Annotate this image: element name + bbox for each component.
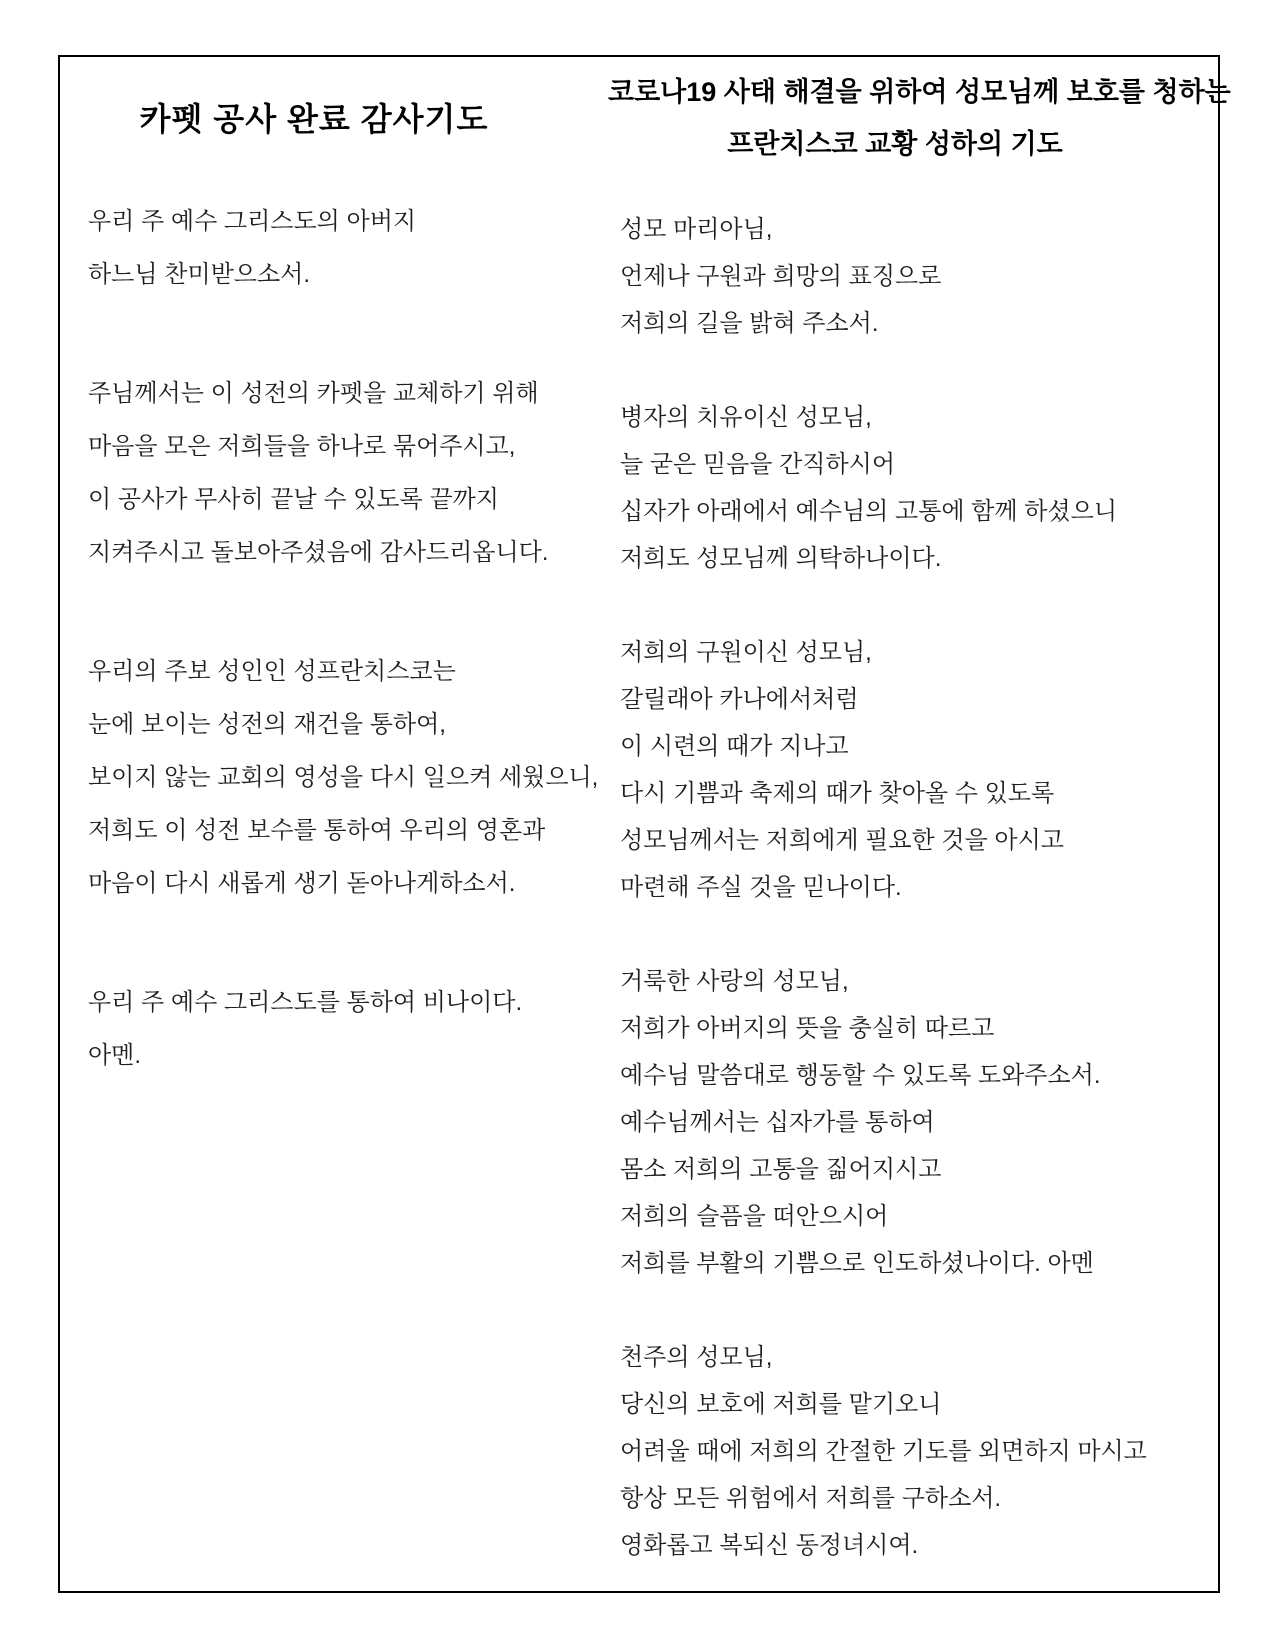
prayer-stanza <box>620 629 1182 911</box>
prayer-line: 십자가 아래에서 예수님의 고통에 함께 하셨으니 <box>620 498 1118 525</box>
right-prayer-column <box>608 66 1231 1569</box>
prayer-line: 마음이 다시 새롭게 생기 돋아나게하소서. <box>88 870 516 897</box>
right-prayer-title-line-1: 코로나19 사태 해결을 위하여 성모님께 보호를 청하는 <box>608 77 1231 107</box>
prayer-line: 예수님 말씀대로 행동할 수 있도록 도와주소서. <box>620 1062 1101 1089</box>
prayer-stanza <box>620 1334 1182 1569</box>
left-prayer-body <box>88 195 599 1082</box>
prayer-line: 우리 주 예수 그리스도를 통하여 비나이다. <box>88 989 523 1016</box>
prayer-stanza <box>620 206 1182 347</box>
prayer-line: 저희도 성모님께 의탁하나이다. <box>620 545 942 572</box>
prayer-line: 성모님께서는 저희에게 필요한 것을 아시고 <box>620 827 1064 854</box>
left-prayer-title: 카펫 공사 완료 감사기도 <box>139 101 489 137</box>
prayer-line: 항상 모든 위험에서 저희를 구하소서. <box>620 1485 1002 1512</box>
prayer-line: 마음을 모은 저희들을 하나로 묶어주시고, <box>88 433 516 460</box>
prayer-stanza <box>88 195 540 301</box>
prayer-line: 거룩한 사랑의 성모님, <box>620 968 849 995</box>
right-prayer-body <box>620 206 1182 1569</box>
prayer-stanza <box>620 394 1182 582</box>
prayer-stanza <box>88 976 540 1082</box>
left-prayer-column <box>88 100 599 1082</box>
prayer-line: 주님께서는 이 성전의 카펫을 교체하기 위해 <box>88 380 539 407</box>
prayer-line: 저희도 이 성전 보수를 통하여 우리의 영혼과 <box>88 817 546 844</box>
prayer-line: 아멘. <box>88 1042 142 1069</box>
prayer-line: 지켜주시고 돌보아주셨음에 감사드리옵니다. <box>88 539 549 566</box>
prayer-line: 성모 마리아님, <box>620 216 773 243</box>
prayer-line: 저희의 슬픔을 떠안으시어 <box>620 1203 889 1230</box>
prayer-stanza <box>88 645 599 910</box>
prayer-line: 이 시련의 때가 지나고 <box>620 733 849 760</box>
prayer-line: 어려울 때에 저희의 간절한 기도를 외면하지 마시고 <box>620 1438 1147 1465</box>
prayer-line: 보이지 않는 교회의 영성을 다시 일으켜 세웠으니, <box>88 764 599 791</box>
prayer-line: 눈에 보이는 성전의 재건을 통하여, <box>88 711 446 738</box>
right-prayer-title <box>608 66 1231 170</box>
prayer-line: 영화롭고 복되신 동정녀시여. <box>620 1532 919 1559</box>
prayer-line: 이 공사가 무사히 끝날 수 있도록 끝까지 <box>88 486 499 513</box>
prayer-line: 마련해 주실 것을 믿나이다. <box>620 874 902 901</box>
prayer-line: 저희의 구원이신 성모님, <box>620 639 872 666</box>
prayer-line: 병자의 치유이신 성모님, <box>620 404 872 431</box>
prayer-line: 저희를 부활의 기쁨으로 인도하셨나이다. 아멘 <box>620 1250 1094 1277</box>
prayer-line: 갈릴래아 카나에서처럼 <box>620 686 859 713</box>
prayer-line: 천주의 성모님, <box>620 1344 773 1371</box>
prayer-line: 몸소 저희의 고통을 짊어지시고 <box>620 1156 942 1183</box>
prayer-line: 언제나 구원과 희망의 표징으로 <box>620 263 942 290</box>
prayer-line: 다시 기쁨과 축제의 때가 찾아올 수 있도록 <box>620 780 1055 807</box>
prayer-stanza <box>620 958 1182 1287</box>
prayer-line: 저희가 아버지의 뜻을 충실히 따르고 <box>620 1015 995 1042</box>
prayer-line: 당신의 보호에 저희를 맡기오니 <box>620 1391 942 1418</box>
prayer-line: 예수님께서는 십자가를 통하여 <box>620 1109 935 1136</box>
prayer-line: 우리 주 예수 그리스도의 아버지 <box>88 208 417 235</box>
prayer-line: 저희의 길을 밝혀 주소서. <box>620 310 879 337</box>
prayer-line: 하느님 찬미받으소서. <box>88 261 310 288</box>
right-prayer-title-line-2: 프란치스코 교황 성하의 기도 <box>727 129 1063 159</box>
prayer-stanza <box>88 367 549 579</box>
prayer-line: 우리의 주보 성인인 성프란치스코는 <box>88 658 456 685</box>
prayer-line: 늘 굳은 믿음을 간직하시어 <box>620 451 896 478</box>
